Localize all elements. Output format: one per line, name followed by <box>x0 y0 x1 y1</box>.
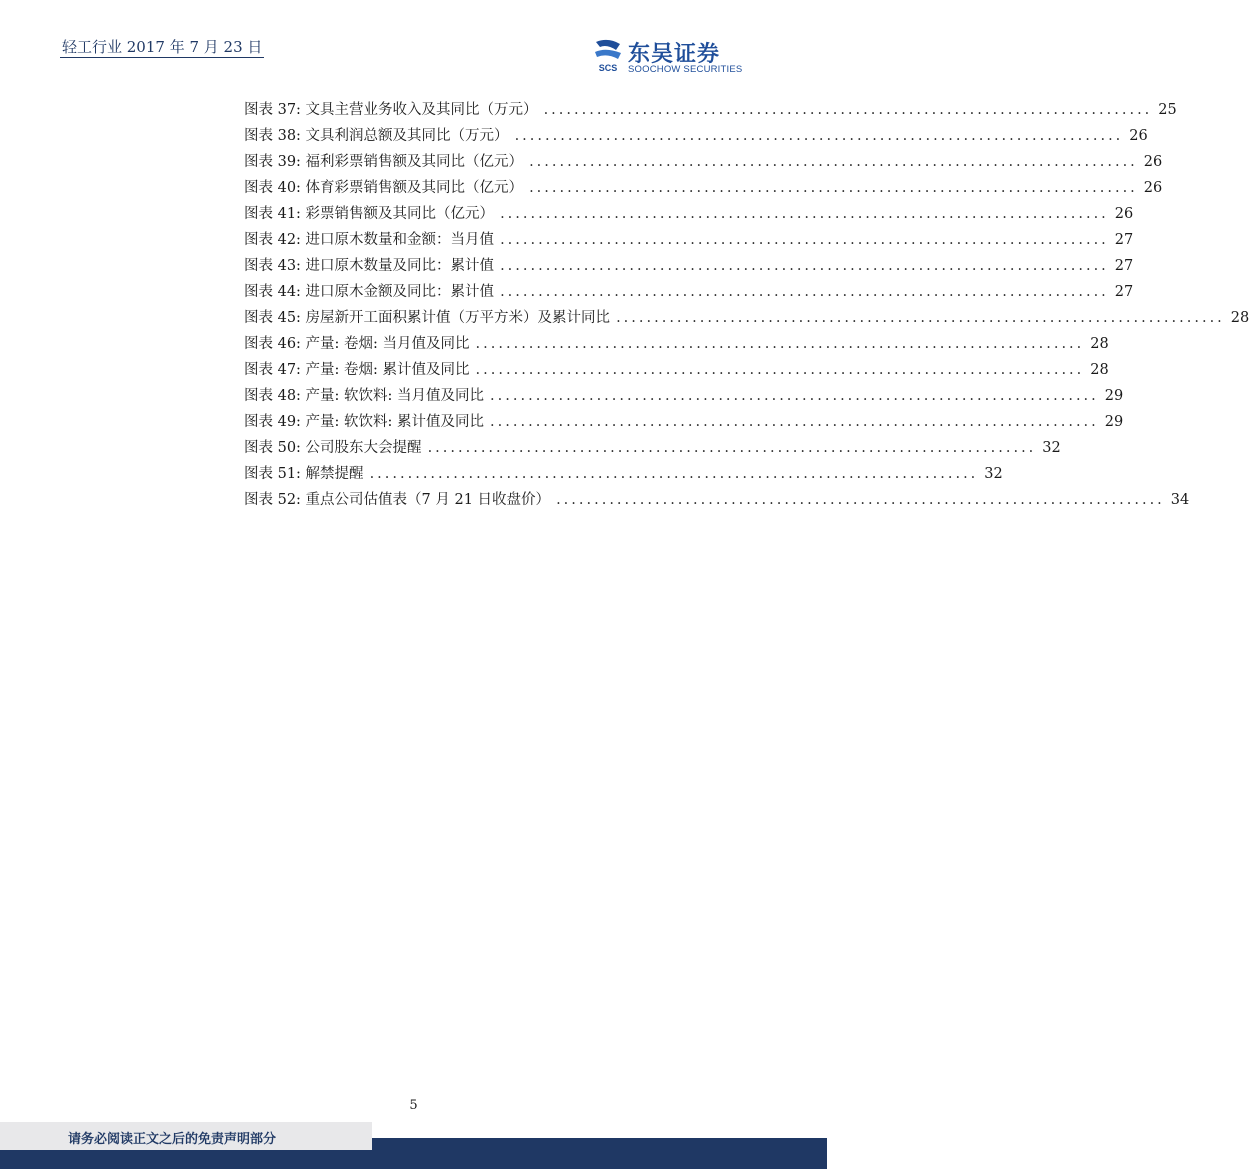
toc-dot-leader: ................................................................................ <box>514 128 1124 144</box>
toc-entry-label: 图表 39: 福利彩票销售额及其同比（亿元） <box>244 154 524 170</box>
toc-entry[interactable] <box>244 384 1124 410</box>
logo-mark-text: SCS <box>598 63 618 73</box>
page-number: 5 <box>409 1098 418 1113</box>
toc-dot-leader: ................................................................................ <box>369 466 979 482</box>
toc-entry-label: 图表 41: 彩票销售额及其同比（亿元） <box>244 206 495 222</box>
toc-entry[interactable] <box>244 98 1177 124</box>
toc-entry-label: 图表 37: 文具主营业务收入及其同比（万元） <box>244 102 538 118</box>
toc-entry[interactable] <box>244 332 1109 358</box>
toc-dot-leader: ................................................................................ <box>500 284 1109 300</box>
toc-dot-leader: ................................................................................ <box>427 440 1037 456</box>
footer-disclaimer-text: 请务必阅读正文之后的免责声明部分 <box>68 1132 277 1147</box>
toc-entry-page: 26 <box>1143 180 1163 196</box>
toc-entry-label: 图表 40: 体育彩票销售额及其同比（亿元） <box>244 180 524 196</box>
toc-entry-page: 26 <box>1143 154 1163 170</box>
toc-entry-label: 图表 52: 重点公司估值表（7 月 21 日收盘价） <box>244 492 551 508</box>
toc-dot-leader: ................................................................................ <box>475 336 1085 352</box>
toc-entry-page: 29 <box>1104 388 1124 404</box>
toc-entry[interactable] <box>244 254 1134 280</box>
logo-english-name: SOOCHOW SECURITIES <box>628 64 743 75</box>
toc-entry[interactable] <box>244 306 1249 332</box>
scs-logo-icon <box>592 38 624 74</box>
toc-dot-leader: ................................................................................ <box>490 388 1099 404</box>
toc-dot-leader: ................................................................................ <box>529 180 1138 196</box>
toc-entry[interactable] <box>244 358 1109 384</box>
toc-entry-page: 34 <box>1170 492 1190 508</box>
toc-entry[interactable] <box>244 176 1163 202</box>
toc-entry-page: 26 <box>1114 206 1134 222</box>
toc-entry[interactable] <box>244 436 1061 462</box>
toc-entry-page: 28 <box>1230 310 1249 326</box>
toc-dot-leader: ................................................................................ <box>475 362 1085 378</box>
toc-entry-page: 29 <box>1104 414 1124 430</box>
toc-entry-page: 27 <box>1114 284 1134 300</box>
toc-entry-page: 32 <box>984 466 1003 482</box>
toc-dot-leader: ................................................................................ <box>529 154 1138 170</box>
toc-dot-leader: ................................................................................ <box>556 492 1165 508</box>
toc-entry[interactable] <box>244 488 1190 514</box>
toc-entry-label: 图表 46: 产量: 卷烟: 当月值及同比 <box>244 336 470 352</box>
toc-entry-label: 图表 50: 公司股东大会提醒 <box>244 440 422 456</box>
toc-dot-leader: ................................................................................ <box>543 102 1153 118</box>
toc-dot-leader: ................................................................................ <box>490 414 1099 430</box>
toc-entry-label: 图表 45: 房屋新开工面积累计值（万平方米）及累计同比 <box>244 310 611 326</box>
toc-entry[interactable] <box>244 228 1134 254</box>
toc-dot-leader: ................................................................................ <box>616 310 1225 326</box>
toc-dot-leader: ................................................................................ <box>500 232 1109 248</box>
toc-entry-label: 图表 47: 产量: 卷烟: 累计值及同比 <box>244 362 470 378</box>
toc-entry[interactable] <box>244 280 1134 306</box>
toc-entry-page: 27 <box>1114 232 1134 248</box>
toc-entry-label: 图表 43: 进口原木数量及同比：累计值 <box>244 258 495 274</box>
toc-entry[interactable] <box>244 462 1003 488</box>
toc-entry-label: 图表 48: 产量: 软饮料: 当月值及同比 <box>244 388 485 404</box>
toc-dot-leader: ................................................................................ <box>500 258 1109 274</box>
report-header-info: 轻工行业 2017 年 7 月 23 日 <box>62 38 263 56</box>
toc-entry-label: 图表 49: 产量: 软饮料: 累计值及同比 <box>244 414 485 430</box>
toc-entry-label: 图表 42: 进口原木数量和金额：当月值 <box>244 232 495 248</box>
toc-dot-leader: ................................................................................ <box>500 206 1109 222</box>
toc-entry-page: 28 <box>1090 362 1109 378</box>
toc-entry-label: 图表 38: 文具利润总额及其同比（万元） <box>244 128 509 144</box>
toc-entry-page: 25 <box>1158 102 1177 118</box>
logo-chinese-name: 东吴证券 <box>628 42 721 67</box>
toc-entry[interactable] <box>244 150 1163 176</box>
figure-index-list <box>244 98 1249 514</box>
toc-entry-label: 图表 44: 进口原木金额及同比：累计值 <box>244 284 495 300</box>
toc-entry-page: 26 <box>1129 128 1148 144</box>
toc-entry[interactable] <box>244 124 1148 150</box>
toc-entry-page: 27 <box>1114 258 1134 274</box>
toc-entry-page: 28 <box>1090 336 1109 352</box>
header-underline <box>60 57 264 58</box>
company-logo <box>592 38 762 78</box>
toc-entry-label: 图表 51: 解禁提醒 <box>244 466 364 482</box>
toc-entry[interactable] <box>244 410 1124 436</box>
toc-entry[interactable] <box>244 202 1134 228</box>
toc-entry-page: 32 <box>1042 440 1061 456</box>
